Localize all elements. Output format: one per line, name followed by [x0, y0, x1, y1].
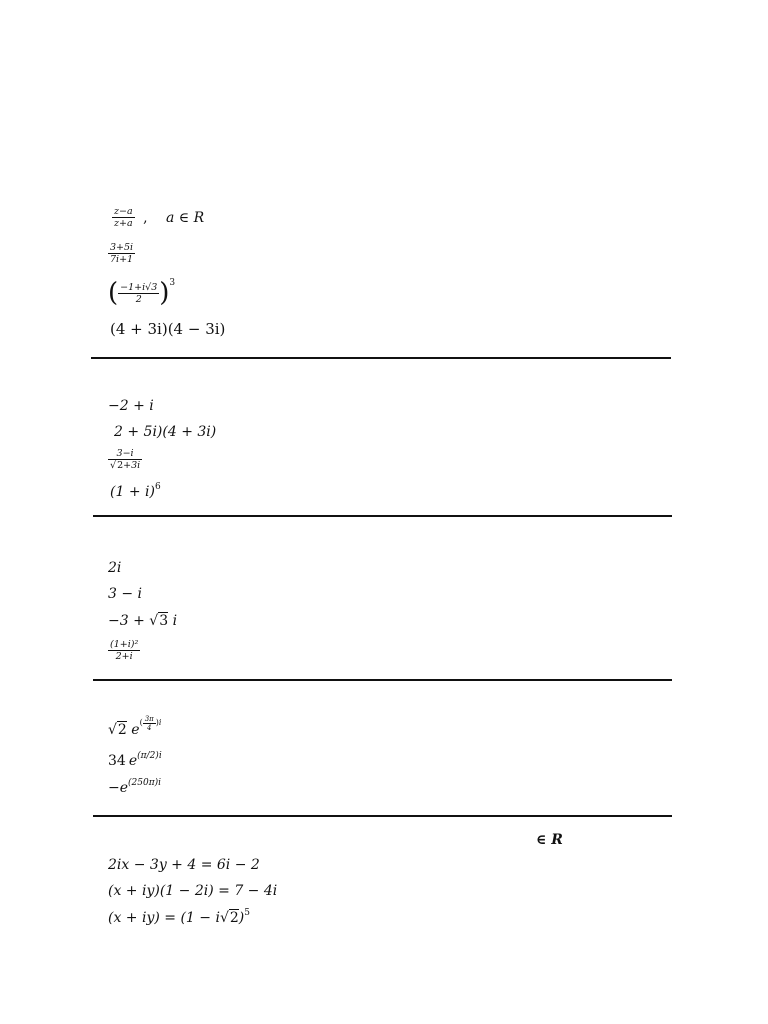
- denominator: z+a: [114, 218, 133, 229]
- right-paren: ): [159, 278, 170, 308]
- exponent: 5: [244, 908, 250, 918]
- s1-expr-fraction-complex: [108, 242, 135, 265]
- exponent: ( 3π 4 )i: [139, 714, 162, 732]
- sqrt: √3: [149, 613, 169, 629]
- exponent: 6: [154, 482, 161, 492]
- s3-expr-2: 3 − i: [108, 586, 143, 602]
- denominator: 2+i: [108, 650, 140, 662]
- s2-expr-1: −2 + i: [108, 398, 154, 414]
- exponent-fraction: [143, 715, 156, 732]
- numerator: 3+5i: [110, 242, 134, 253]
- section-divider: [91, 357, 671, 359]
- sqrt: √2: [110, 460, 124, 471]
- s3-expr-fraction: [108, 639, 140, 662]
- exponent: (π/2)i: [137, 751, 162, 761]
- denominator: 4: [143, 723, 156, 732]
- fraction: [108, 448, 142, 471]
- s4-expr-2: [108, 753, 162, 771]
- s2-expr-fraction: [108, 448, 142, 471]
- fraction: [108, 639, 140, 662]
- denominator-rest: +3i: [123, 460, 141, 471]
- radicand: 2: [117, 460, 124, 471]
- s2-expr-2: 2 + 5i)(4 + 3i): [114, 424, 217, 440]
- fraction: [112, 206, 135, 229]
- denominator: [108, 459, 142, 471]
- radicand: 3: [159, 613, 169, 629]
- radicand: 2: [117, 722, 127, 738]
- prefix: −3 +: [108, 613, 150, 629]
- fraction: [118, 282, 159, 305]
- exponent-i: i: [158, 718, 162, 727]
- s2-expr-power: [110, 484, 161, 502]
- left-paren: (: [108, 278, 119, 308]
- exponent: 3: [169, 278, 176, 288]
- s4-expr-3: [108, 780, 161, 798]
- s3-expr-3: [108, 613, 177, 629]
- numerator: 3π: [144, 714, 154, 723]
- denominator: 7i+1: [110, 254, 134, 265]
- euler-e: e: [128, 753, 138, 769]
- coefficient: 34: [108, 753, 126, 769]
- s1-expr-power-cubed: [108, 280, 175, 306]
- neg-euler-e: −e: [108, 780, 129, 796]
- s5-equation-3: [108, 910, 250, 928]
- numerator: 3−i: [116, 448, 134, 459]
- section-divider: [93, 815, 672, 817]
- s3-expr-1: 2i: [108, 560, 122, 576]
- section-divider: [93, 679, 672, 681]
- s5-equation-2: (x + iy)(1 − 2i) = 7 − 4i: [108, 883, 278, 899]
- fraction: [108, 242, 135, 265]
- euler-e: e: [131, 722, 140, 738]
- radicand: 2: [229, 910, 239, 926]
- suffix: i: [168, 613, 178, 629]
- comma: ,: [143, 209, 148, 226]
- section-divider: [93, 515, 672, 517]
- numerator: −1+i√3: [120, 281, 158, 293]
- s1-expr-fraction-z: [112, 206, 204, 229]
- sqrt: √2: [219, 910, 239, 926]
- denominator: 2: [118, 293, 159, 305]
- s1-expr-product: (4 + 3i)(4 − 3i): [110, 320, 226, 338]
- sqrt: √2: [108, 722, 127, 738]
- suffix: ): [238, 910, 245, 926]
- numerator: z−a: [114, 206, 133, 217]
- prefix: (x + iy) = (1 − i: [108, 910, 220, 926]
- numerator: (1+i)²: [110, 639, 139, 650]
- s5-condition: ∈ R: [536, 832, 563, 848]
- base: (1 + i): [110, 484, 155, 500]
- s5-equation-1: 2ix − 3y + 4 = 6i − 2: [108, 857, 260, 873]
- condition-a-in-r: a ∈ R: [166, 209, 205, 226]
- exponent: (250π)i: [128, 778, 162, 788]
